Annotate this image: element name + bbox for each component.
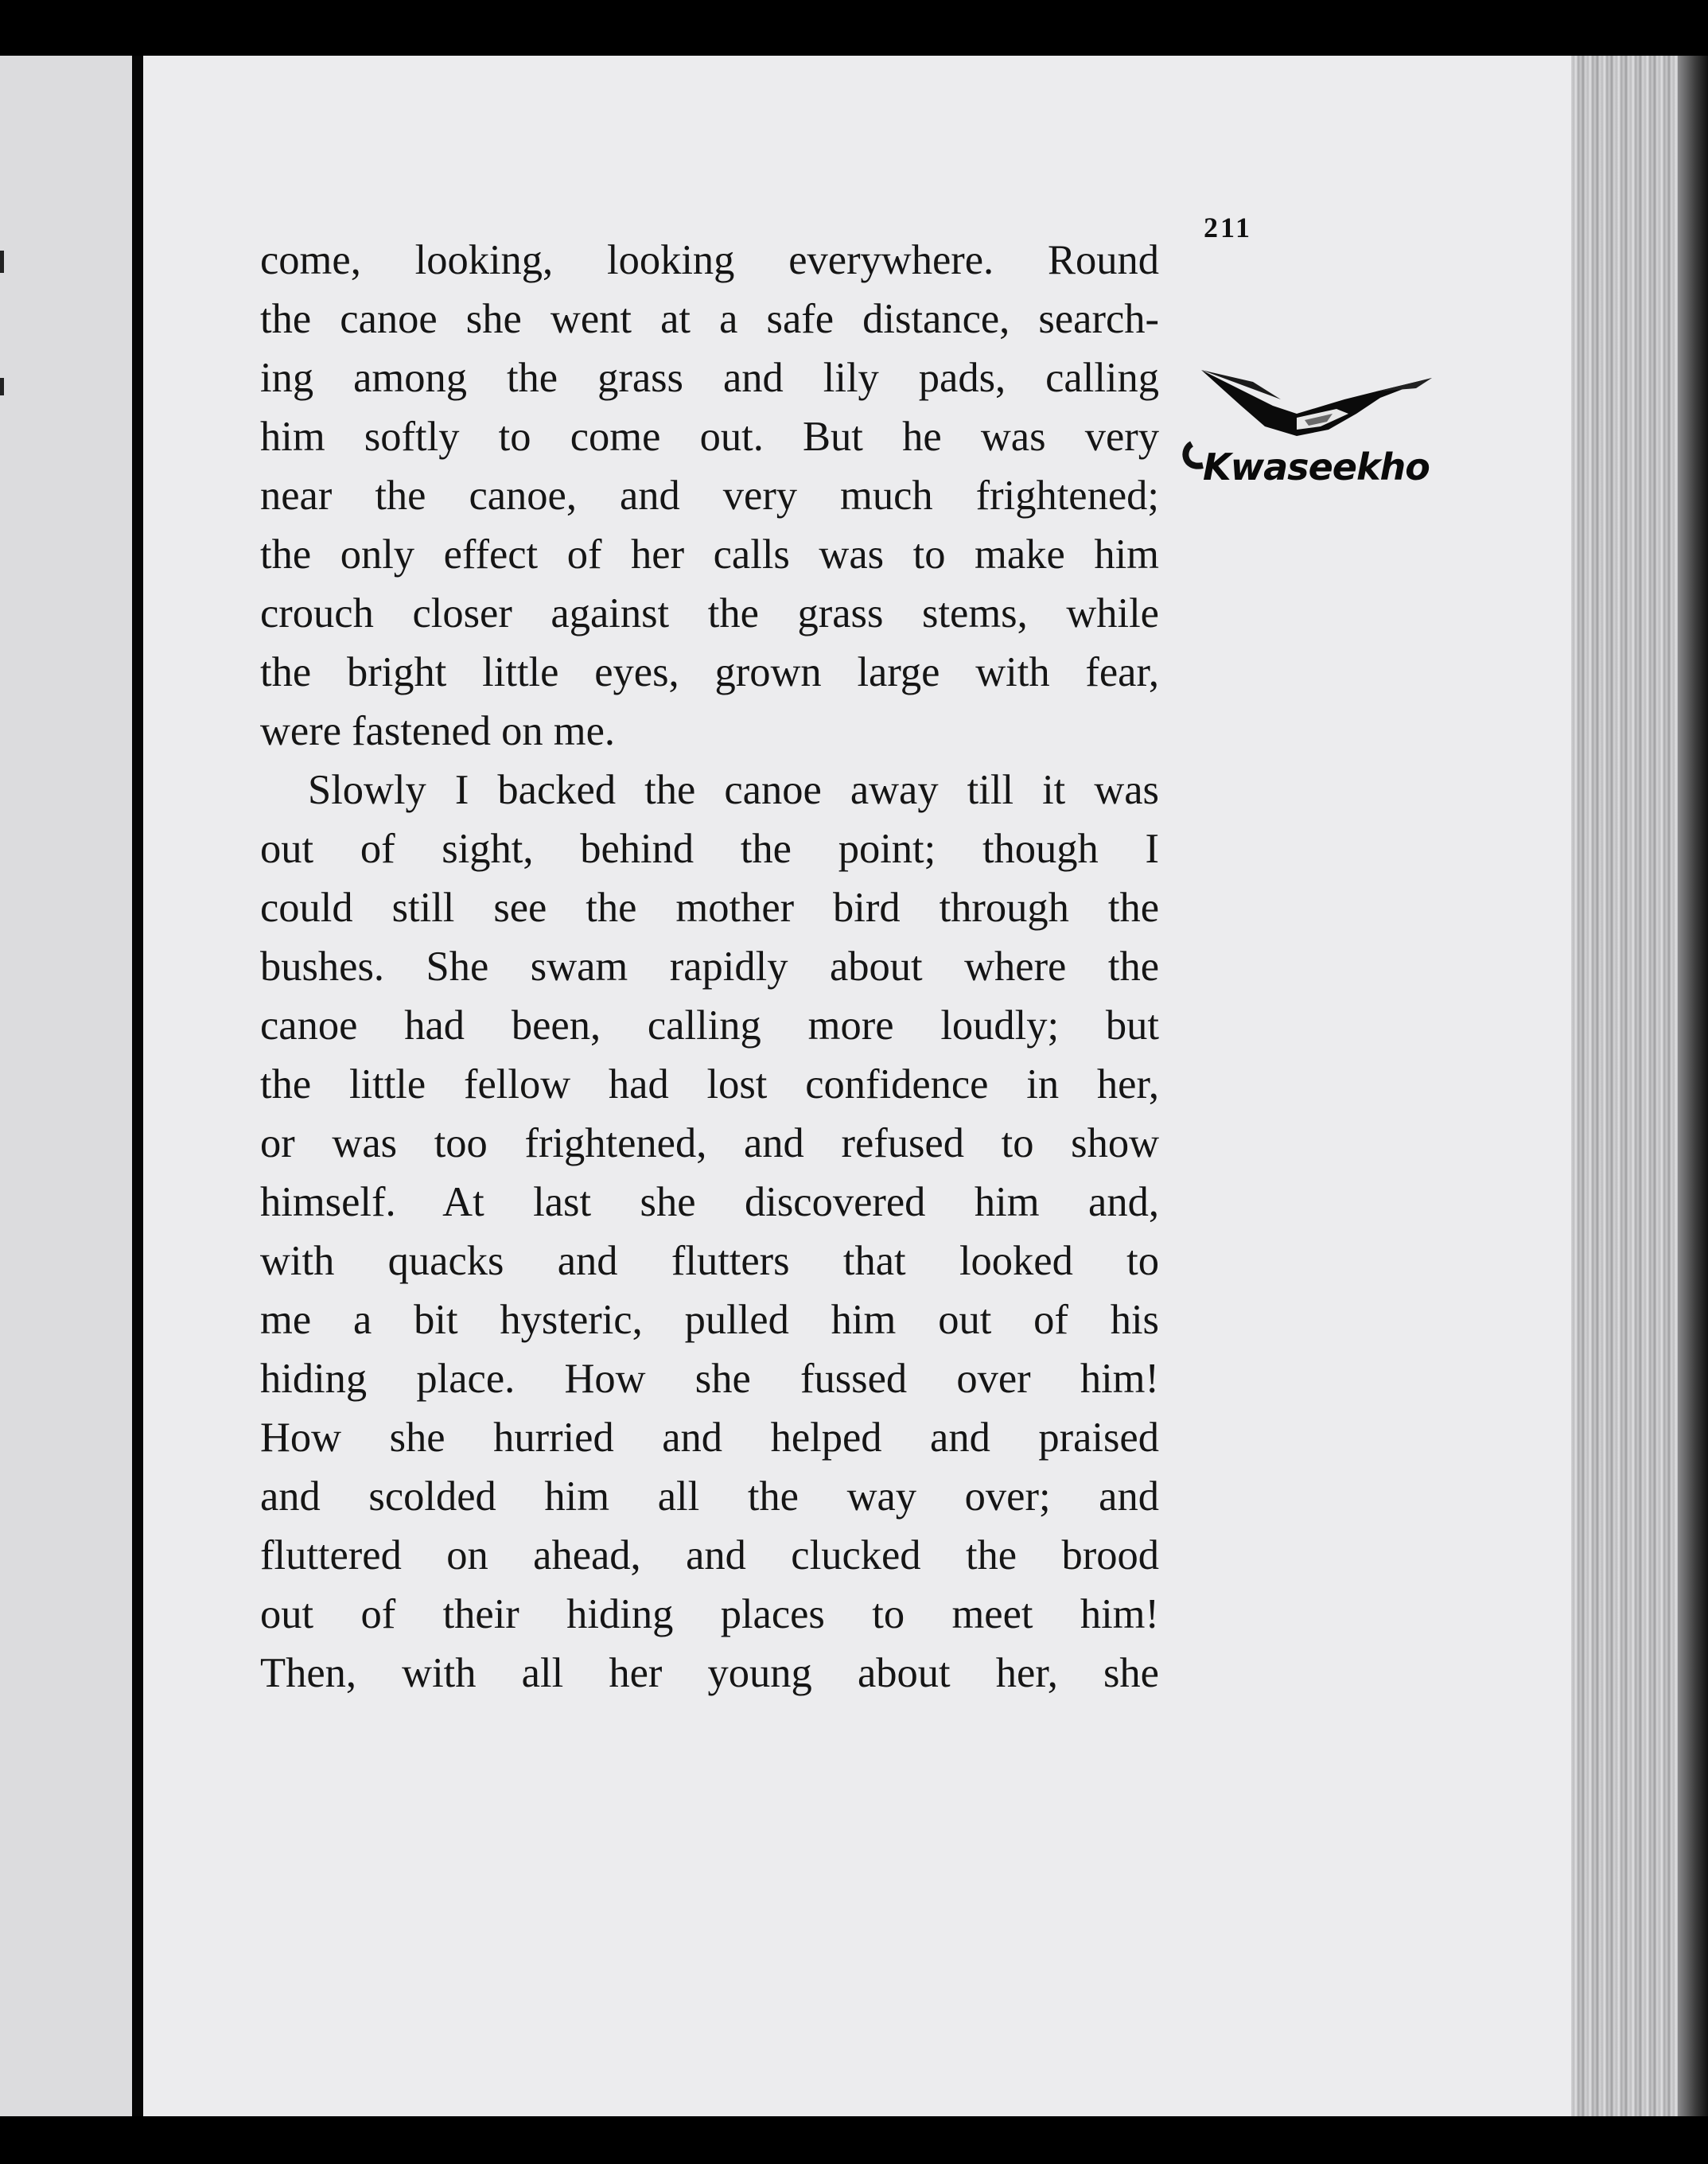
book-gutter xyxy=(132,56,143,2116)
left-page-mark xyxy=(0,378,4,395)
text-line: with quacks and flutters that looked to xyxy=(260,1238,1159,1284)
text-line: and scolded him all the way over; and xyxy=(260,1473,1159,1520)
text-line: How she hurried and helped and praised xyxy=(260,1415,1159,1461)
paragraph-first-line: Slowly I backed the canoe away till it was xyxy=(308,767,1159,813)
text-line: him softly to come out. But he was very xyxy=(260,414,1159,460)
left-page-edge xyxy=(0,56,132,2116)
text-line: out of their hiding places to meet him! xyxy=(260,1591,1159,1637)
text-line: the bright little eyes, grown large with fear, xyxy=(260,649,1159,695)
text-line: out of sight, behind the point; though I xyxy=(260,826,1159,872)
emblem-wordmark: Kwaseekho xyxy=(1203,446,1430,488)
text-line: or was too frightened, and refused to show xyxy=(260,1120,1159,1166)
text-line: himself. At last she discovered him and, xyxy=(260,1179,1159,1225)
text-line: crouch closer against the grass stems, while xyxy=(260,590,1159,636)
body-text xyxy=(260,231,1159,1703)
page-stack-edge xyxy=(1571,56,1708,2116)
text-line: could still see the mother bird through the xyxy=(260,885,1159,931)
text-line: bushes. She swam rapidly about where the xyxy=(260,944,1159,990)
page-number: 211 xyxy=(1204,212,1253,243)
text-line: canoe had been, calling more loudly; but xyxy=(260,1002,1159,1049)
left-page-mark xyxy=(0,251,4,273)
text-line: the little fellow had lost confidence in her, xyxy=(260,1061,1159,1107)
text-line: hiding place. How she fussed over him! xyxy=(260,1356,1159,1402)
text-line: were fastened on me. xyxy=(260,708,616,754)
text-line: come, looking, looking everywhere. Round xyxy=(260,237,1159,283)
text-line: me a bit hysteric, pulled him out of his xyxy=(260,1297,1159,1343)
text-line: the only effect of her calls was to make him xyxy=(260,531,1159,578)
text-line: the canoe she went at a safe distance, search- xyxy=(260,296,1159,342)
text-line: ing among the grass and lily pads, calling xyxy=(260,355,1159,401)
text-line: near the canoe, and very much frightened; xyxy=(260,473,1159,519)
text-line: Then, with all her young about her, she xyxy=(260,1650,1159,1696)
text-line: fluttered on ahead, and clucked the brood xyxy=(260,1532,1159,1578)
